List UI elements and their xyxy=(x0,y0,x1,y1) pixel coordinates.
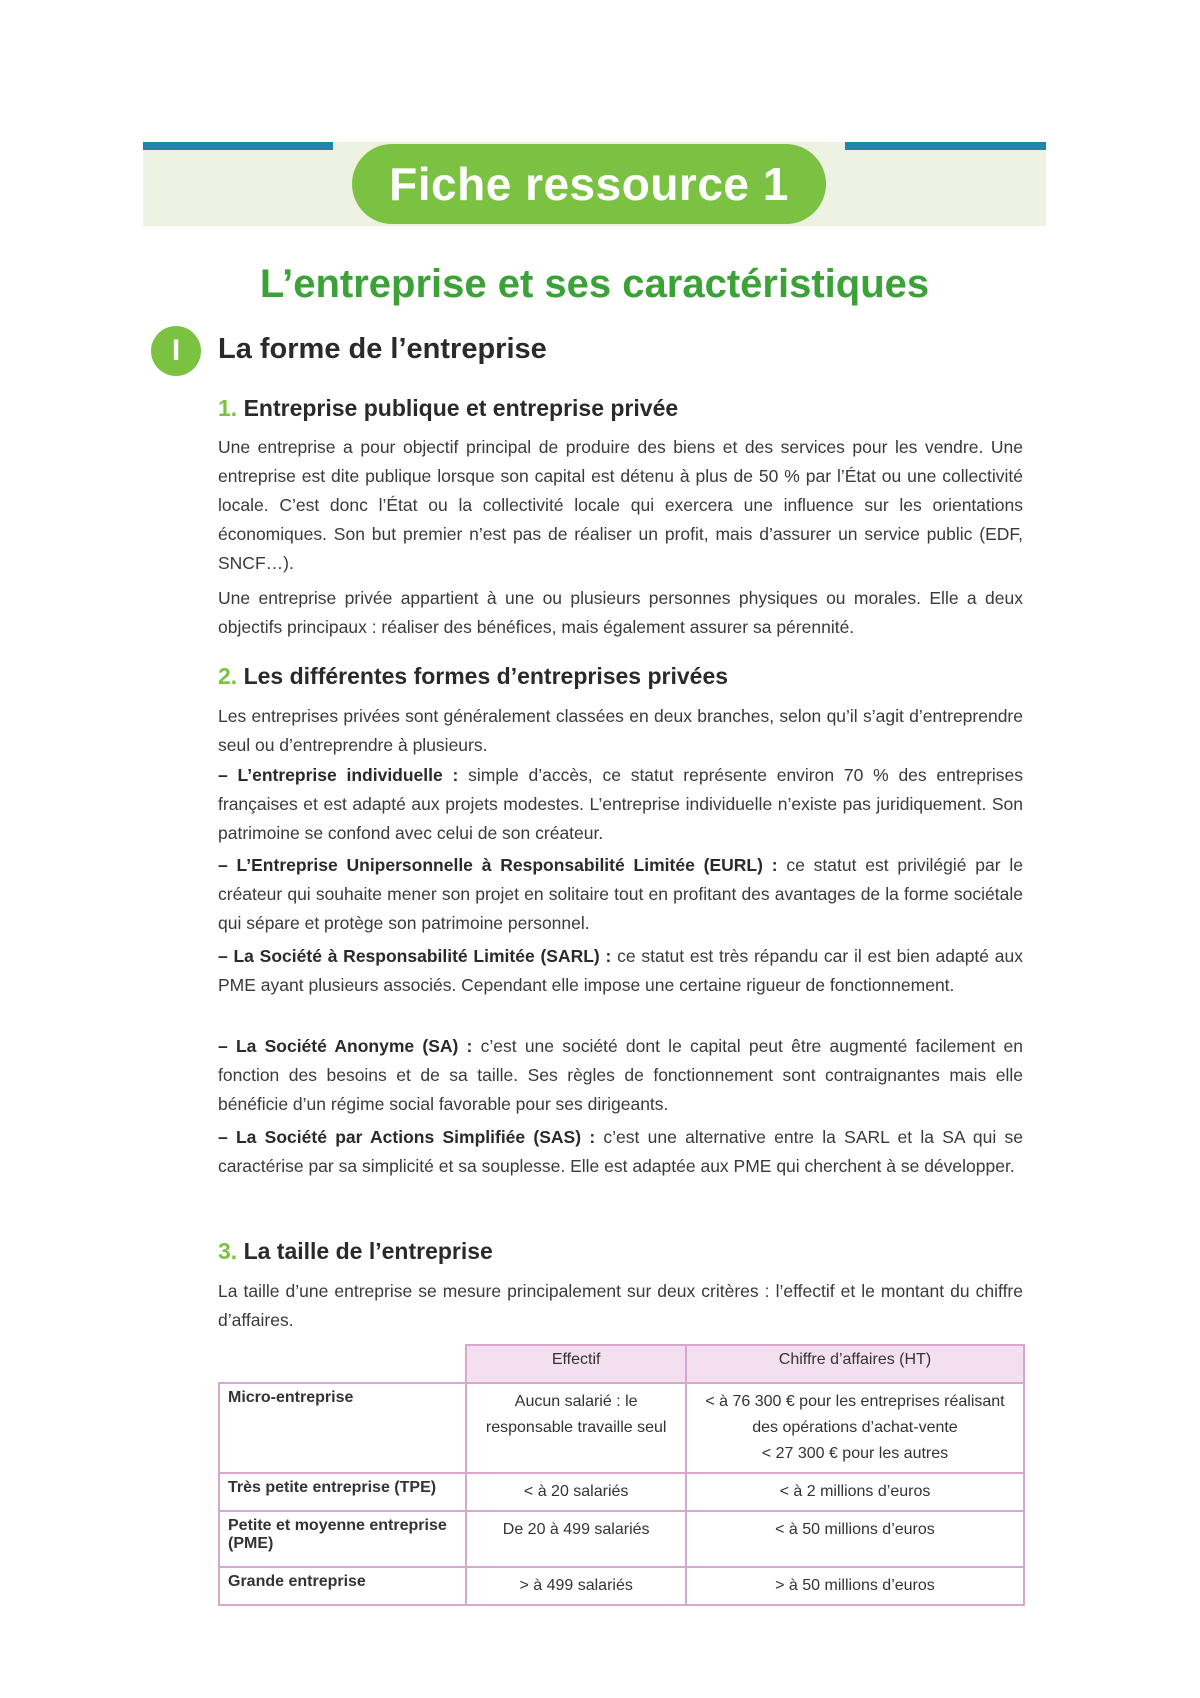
column-header-chiffre-affaires: Chiffre d’affaires (HT) xyxy=(686,1345,1024,1383)
chiffre-affaires-cell: > à 50 millions d’euros xyxy=(686,1567,1024,1605)
term: – L’entreprise individuelle : xyxy=(218,765,459,785)
subsection-number: 3. xyxy=(218,1238,238,1264)
page-title: L’entreprise et ses caractéristiques xyxy=(259,262,930,306)
subsection-label: Entreprise publique et entreprise privée xyxy=(243,395,679,421)
chiffre-affaires-line: < à 76 300 € pour les entreprises réalisant des opérations d’achat-vente xyxy=(705,1393,1005,1436)
definition: ce statut est privilégié par le créateur qui souhaite mener son projet en solitaire tout en profitant des avantages de la forme sociétale qui sépare et protège son patrimoine personnel. xyxy=(218,855,1023,933)
row-header: Grande entreprise xyxy=(219,1567,466,1605)
definition: c’est une alternative entre la SARL et la SA qui se caractérise par sa simplicité et sa souplesse. Elle est adaptée aux PME qui cherchent à se développer. xyxy=(218,1127,1023,1176)
section-title: La forme de l’entreprise xyxy=(218,333,547,365)
subsection-label: Les différentes formes d’entreprises privées xyxy=(243,663,729,689)
subsection-label: La taille de l’entreprise xyxy=(243,1238,493,1264)
definition: c’est une société dont le capital peut être augmenté facilement en fonction des besoins et de sa taille. Ses règles de fonctionnement sont contraignantes mais elle bénéficie d’un régime social favorable pour ses dirigeants. xyxy=(218,1036,1023,1114)
table-row xyxy=(219,1511,1024,1567)
paragraph-public-company: Une entreprise a pour objectif principal de produire des biens et des services pour les vendre. Une entreprise est dite publique lorsque son capital est détenu à plus de 50 % par l’État ou une collectivité locale. C’est donc l’État ou la collectivité locale qui exercera une influence sur les orientations économiques. Son but premier n’est pas de réaliser un profit, mais d’assurer un service public (EDF, SNCF…). xyxy=(218,437,1023,573)
paragraph-private-forms-intro: Les entreprises privées sont généralement classées en deux branches, selon qu’il s’agit d’entreprendre seul ou d’entreprendre à plusieurs. xyxy=(218,706,1023,755)
list-item-entreprise-individuelle xyxy=(218,761,1023,848)
definition: ce statut est très répandu car il est bien adapté aux PME ayant plusieurs associés. Cependant elle impose une certaine rigueur de fonctionnement. xyxy=(218,946,1024,995)
list-item-sa xyxy=(218,1032,1023,1119)
definition: simple d’accès, ce statut représente environ 70 % des entreprises françaises et est adapté aux projets modestes. L’entreprise individuelle n’existe pas juridiquement. Son patrimoine se confond avec celui de son créateur. xyxy=(218,765,1023,843)
effectif-cell: > à 499 salariés xyxy=(466,1567,686,1605)
table-row xyxy=(219,1473,1024,1511)
effectif-cell: De 20 à 499 salariés xyxy=(466,1511,686,1567)
chiffre-affaires-cell: < à 2 millions d’euros xyxy=(686,1473,1024,1511)
subsection-1-title xyxy=(218,395,678,422)
subsection-number: 2. xyxy=(218,663,238,689)
effectif-cell: < à 20 salariés xyxy=(466,1473,686,1511)
row-header: Micro-entreprise xyxy=(219,1383,466,1473)
list-item-eurl xyxy=(218,851,1023,938)
header-rule-left xyxy=(143,142,333,150)
fiche-badge: Fiche ressource 1 xyxy=(352,144,826,224)
company-size-table xyxy=(218,1344,1025,1606)
header-rule-right xyxy=(845,142,1046,150)
list-item-sas xyxy=(218,1123,1023,1181)
term: – La Société Anonyme (SA) : xyxy=(218,1036,473,1056)
table-header-row xyxy=(219,1345,1024,1383)
subsection-2-title xyxy=(218,663,728,690)
table-row xyxy=(219,1383,1024,1473)
table-corner-cell xyxy=(219,1345,466,1383)
term: – L’Entreprise Unipersonnelle à Responsabilité Limitée (EURL) : xyxy=(218,855,778,875)
term: – La Société par Actions Simplifiée (SAS) : xyxy=(218,1127,596,1147)
effectif-cell: Aucun salarié : le responsable travaille seul xyxy=(466,1383,686,1473)
paragraph-company-size-intro: La taille d’une entreprise se mesure principalement sur deux critères : l’effectif et le montant du chiffre d’affaires. xyxy=(218,1281,1023,1330)
table-row xyxy=(219,1567,1024,1605)
row-header: Petite et moyenne entreprise (PME) xyxy=(219,1511,466,1567)
paragraph-private-company: Une entreprise privée appartient à une ou plusieurs personnes physiques ou morales. Elle a deux objectifs principaux : réaliser des bénéfices, mais également assurer sa pérennité. xyxy=(218,588,1023,637)
subsection-3-title xyxy=(218,1238,493,1265)
term: – La Société à Responsabilité Limitée (SARL) : xyxy=(218,946,612,966)
subsection-number: 1. xyxy=(218,395,238,421)
chiffre-affaires-cell xyxy=(686,1383,1024,1473)
list-item-sarl xyxy=(218,942,1023,1000)
column-header-effectif: Effectif xyxy=(466,1345,686,1383)
chiffre-affaires-cell: < à 50 millions d’euros xyxy=(686,1511,1024,1567)
row-header: Très petite entreprise (TPE) xyxy=(219,1473,466,1511)
section-number-badge: I xyxy=(151,326,201,376)
chiffre-affaires-line: < 27 300 € pour les autres xyxy=(761,1445,949,1462)
